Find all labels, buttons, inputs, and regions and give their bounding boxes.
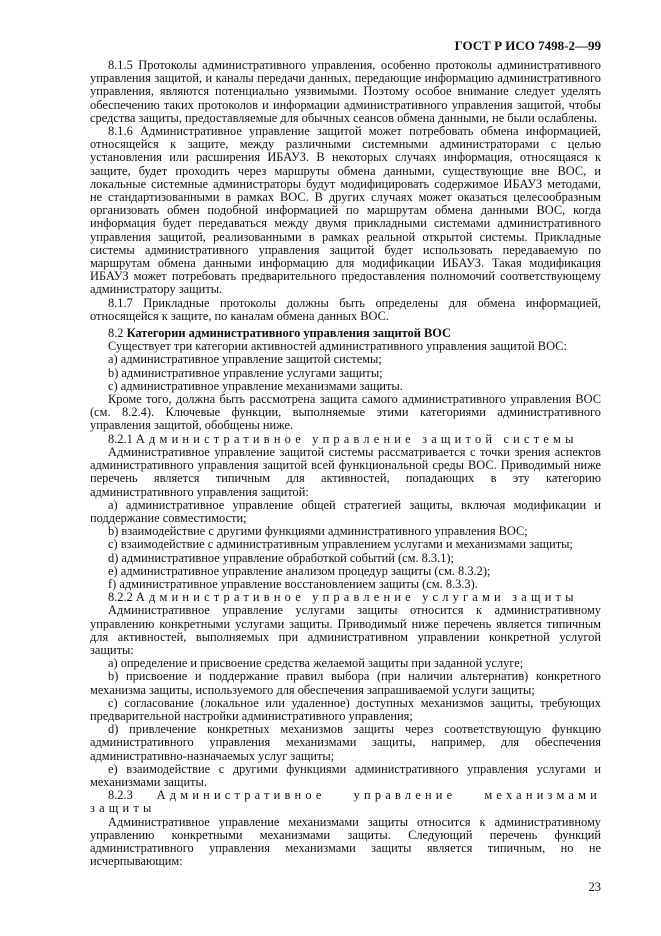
section-number: 8.2 — [108, 326, 124, 341]
subsection-title: Административное управление защитой системы — [135, 431, 578, 446]
list-item: a) административное управление защитой системы; — [108, 352, 382, 367]
subsection-heading-8-2-1 — [90, 433, 601, 446]
list-item: d) привлечение конкретных механизмов защиты через соответствующую функцию административного управления механизмами защиты, например, для обеспечения административно-назначаемых услуг защиты; — [90, 722, 601, 763]
subsection-number: 8.2.3 — [108, 788, 133, 803]
paragraph-8-1-6: 8.1.6 Административное управление защитой может потребовать обмена информацией, относящейся к защите, между различными системными администраторами с целью установления или расширения ИБАУЗ. В некоторых случаях информация, относящаяся к защите, будет проходить через маршруты обмена данными, существующие вне ВОС, и локальные системные администраторы будут модифицировать содержимое ИБАУЗ методами, не стандартизованными в рамках ВОС. В других случаях может оказаться целесообразным организовать обмен подобной информацией по маршрутам обмена данными ВОС, когда информация будет передаваться между двумя прикладными системами административного управления защитой, реализованными в рамках реальной открытой системы. Прикладные системы административного управления защитой будет использовать передаваемую по маршрутам обмена данными информацию для модификации ИБАУЗ. Такая модификация ИБАУЗ может потребовать предварительного предоставления полномочий соответствующему администратору защиты. — [90, 124, 601, 297]
list-item: c) согласование (локальное или удаленное) доступных механизмов защиты, требующих предварительной настройки административного управления; — [90, 695, 601, 723]
list-item: e) взаимодействие с другими функциями административного управления услугами и механизмами защиты. — [90, 761, 601, 789]
section-outro: Кроме того, должна быть рассмотрена защита самого административного управления ВОС (см. 8.2.4). Ключевые функции, выполняемые этими категориями административного управления защитой, обобщены ниже. — [90, 392, 601, 433]
paragraph-8-1-5: 8.1.5 Протоколы административного управления, особенно протоколы административного управления защитой, и каналы передачи данных, передающие информацию административного управления, являются потенциально уязвимыми. Поэтому особое внимание следует уделять обеспечению таких протоколов и информации административного управления защитой, чтобы средства защиты, предоставляемые для обычных сеансов обмена данными, не были ослаблены. — [90, 58, 601, 125]
document-standard-header: ГОСТ Р ИСО 7498-2—99 — [454, 38, 601, 53]
list-item: b) взаимодействие с другими функциями административного управления ВОС; — [108, 524, 528, 539]
list-item: c) административное управление механизмами защиты. — [108, 378, 403, 393]
list-item: e) административное управление анализом процедур защиты (см. 8.3.2); — [108, 563, 491, 578]
list-item: c) взаимодействие с административным управлением услугами и механизмами защиты; — [108, 537, 573, 552]
subsection-intro: Административное управление защитой системы рассматривается с точки зрения аспектов административного управления защитой всей функциональной среды ВОС. Приводимый ниже перечень является типичным для активностей, попадающих в эту категорию административного управления защитой: — [90, 444, 601, 499]
subsection-title: Административное управление услугами защиты — [135, 590, 578, 605]
section-title: Категории административного управления защитой ВОС — [126, 326, 451, 341]
list-item: a) административное управление общей стратегией защиты, включая модификации и поддержание совместимости; — [90, 497, 601, 525]
subsection-heading-8-2-3 — [90, 789, 601, 815]
subsection-number: 8.2.2 — [108, 590, 133, 605]
subsection-title: Административное управление механизмами защиты — [90, 788, 601, 816]
page-number: 23 — [588, 880, 601, 895]
section-intro: Существует три категории активностей административного управления защитой ВОС: — [108, 339, 567, 354]
subsection-intro: Административное управление механизмами защиты относится к административному управлению конкретными механизмами защиты. Следующий перечень функций административного управления механизмами защиты является типичным, но не исчерпывающим: — [90, 814, 601, 869]
list-item: b) присвоение и поддержание правил выбора (при наличии альтернатив) конкретного механизма защиты, используемого для обеспечения запрашиваемой услуги защиты; — [90, 669, 601, 697]
list-item: d) административное управление обработкой событий (см. 8.3.1); — [108, 550, 454, 565]
paragraph-8-1-7: 8.1.7 Прикладные протоколы должны быть определены для обмена информацией, относящейся к защите, по каналам обмена данных ВОС. — [90, 295, 601, 323]
list-item: a) определение и присвоение средства желаемой защиты при заданной услуге; — [108, 656, 524, 671]
list-item: f) административное управление восстановлением защиты (см. 8.3.3). — [108, 576, 478, 591]
subsection-intro: Административное управление услугами защиты относится к административному управлению конкретными услугами защиты. Приводимый ниже перечень является типичным для активностей, выполняемых при административном управлении конкретной услугой защиты: — [90, 603, 601, 657]
document-body — [90, 59, 601, 868]
subsection-number: 8.2.1 — [108, 431, 133, 446]
list-item: b) административное управление услугами защиты; — [108, 365, 383, 380]
